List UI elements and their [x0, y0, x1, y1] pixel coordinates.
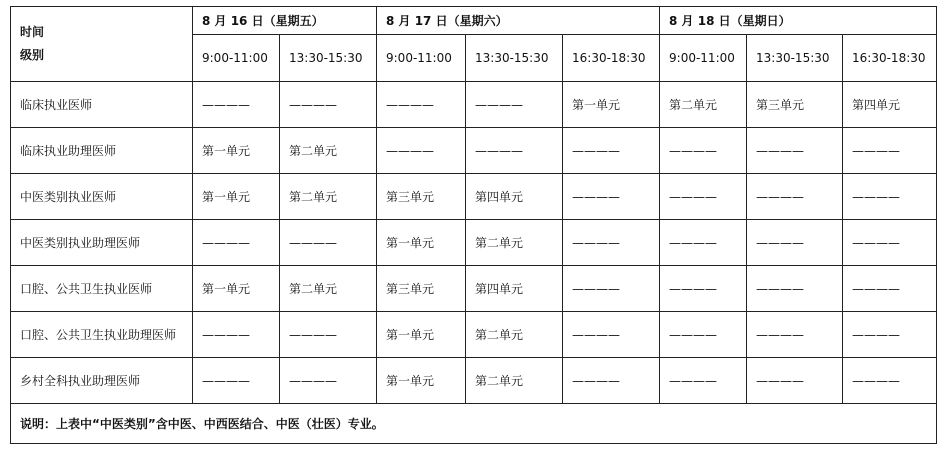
schedule-cell: ————	[563, 358, 660, 404]
schedule-cell: ————	[280, 312, 377, 358]
schedule-cell: ————	[843, 174, 937, 220]
schedule-cell: 第一单元	[193, 266, 280, 312]
table-row	[11, 82, 937, 128]
level-cell: 临床执业助理医师	[11, 128, 193, 174]
schedule-cell: 第二单元	[660, 82, 747, 128]
level-cell: 中医类别执业医师	[11, 174, 193, 220]
schedule-cell: 第二单元	[466, 312, 563, 358]
corner-header-cell	[11, 7, 193, 82]
schedule-cell: 第四单元	[843, 82, 937, 128]
schedule-cell: ————	[377, 82, 466, 128]
schedule-cell: ————	[843, 266, 937, 312]
schedule-cell: ————	[747, 358, 843, 404]
exam-schedule	[10, 6, 936, 444]
time-slot-cell: 13:30-15:30	[280, 35, 377, 82]
schedule-cell: ————	[193, 82, 280, 128]
level-cell: 临床执业医师	[11, 82, 193, 128]
schedule-cell: ————	[843, 220, 937, 266]
exam-schedule-table	[10, 6, 937, 444]
note-row	[11, 404, 937, 444]
schedule-cell: 第二单元	[280, 266, 377, 312]
schedule-cell: 第二单元	[280, 174, 377, 220]
schedule-cell: 第一单元	[377, 358, 466, 404]
date-header-aug-16: 8 月 16 日（星期五）	[193, 7, 377, 35]
date-header-row	[11, 7, 937, 35]
schedule-cell: ————	[280, 358, 377, 404]
schedule-cell: 第一单元	[563, 82, 660, 128]
schedule-cell: ————	[193, 312, 280, 358]
table-row	[11, 358, 937, 404]
schedule-cell: 第二单元	[280, 128, 377, 174]
corner-time-label: 时间	[20, 25, 45, 39]
table-row	[11, 128, 937, 174]
schedule-cell: ————	[563, 312, 660, 358]
schedule-cell: 第四单元	[466, 266, 563, 312]
schedule-cell: ————	[747, 266, 843, 312]
corner-level-label: 级别	[20, 48, 45, 62]
schedule-cell: ————	[280, 82, 377, 128]
date-header-aug-18: 8 月 18 日（星期日）	[660, 7, 937, 35]
table-row	[11, 174, 937, 220]
schedule-cell: ————	[843, 128, 937, 174]
schedule-cell: ————	[660, 266, 747, 312]
schedule-cell: 第一单元	[193, 174, 280, 220]
schedule-cell: ————	[660, 128, 747, 174]
schedule-cell: ————	[466, 82, 563, 128]
schedule-cell: ————	[660, 312, 747, 358]
schedule-cell: ————	[747, 174, 843, 220]
time-slot-cell: 13:30-15:30	[747, 35, 843, 82]
schedule-cell: ————	[377, 128, 466, 174]
schedule-cell: 第二单元	[466, 358, 563, 404]
schedule-cell: ————	[563, 220, 660, 266]
schedule-cell: ————	[660, 358, 747, 404]
schedule-cell: 第三单元	[747, 82, 843, 128]
level-cell: 中医类别执业助理医师	[11, 220, 193, 266]
level-cell: 口腔、公共卫生执业助理医师	[11, 312, 193, 358]
schedule-cell: ————	[563, 266, 660, 312]
schedule-cell: ————	[747, 220, 843, 266]
schedule-cell: ————	[563, 174, 660, 220]
time-slot-cell: 9:00-11:00	[193, 35, 280, 82]
schedule-cell: 第三单元	[377, 266, 466, 312]
table-row	[11, 312, 937, 358]
time-slot-cell: 9:00-11:00	[660, 35, 747, 82]
schedule-cell: ————	[193, 358, 280, 404]
schedule-cell: ————	[660, 174, 747, 220]
schedule-cell: ————	[747, 128, 843, 174]
level-cell: 口腔、公共卫生执业医师	[11, 266, 193, 312]
schedule-cell: ————	[747, 312, 843, 358]
date-header-aug-17: 8 月 17 日（星期六）	[377, 7, 660, 35]
schedule-cell: 第一单元	[193, 128, 280, 174]
schedule-cell: 第四单元	[466, 174, 563, 220]
level-cell: 乡村全科执业助理医师	[11, 358, 193, 404]
time-slot-cell: 13:30-15:30	[466, 35, 563, 82]
schedule-cell: ————	[466, 128, 563, 174]
time-slot-cell: 16:30-18:30	[563, 35, 660, 82]
schedule-cell: 第一单元	[377, 220, 466, 266]
note-text: 说明：上表中“中医类别”含中医、中西医结合、中医（壮医）专业。	[11, 404, 937, 444]
schedule-cell: ————	[563, 128, 660, 174]
schedule-cell: ————	[843, 358, 937, 404]
table-row	[11, 220, 937, 266]
schedule-cell: ————	[660, 220, 747, 266]
time-slot-cell: 9:00-11:00	[377, 35, 466, 82]
table-row	[11, 266, 937, 312]
schedule-cell: ————	[843, 312, 937, 358]
time-slot-cell: 16:30-18:30	[843, 35, 937, 82]
schedule-cell: ————	[193, 220, 280, 266]
schedule-cell: 第二单元	[466, 220, 563, 266]
schedule-cell: 第三单元	[377, 174, 466, 220]
schedule-cell: ————	[280, 220, 377, 266]
schedule-cell: 第一单元	[377, 312, 466, 358]
